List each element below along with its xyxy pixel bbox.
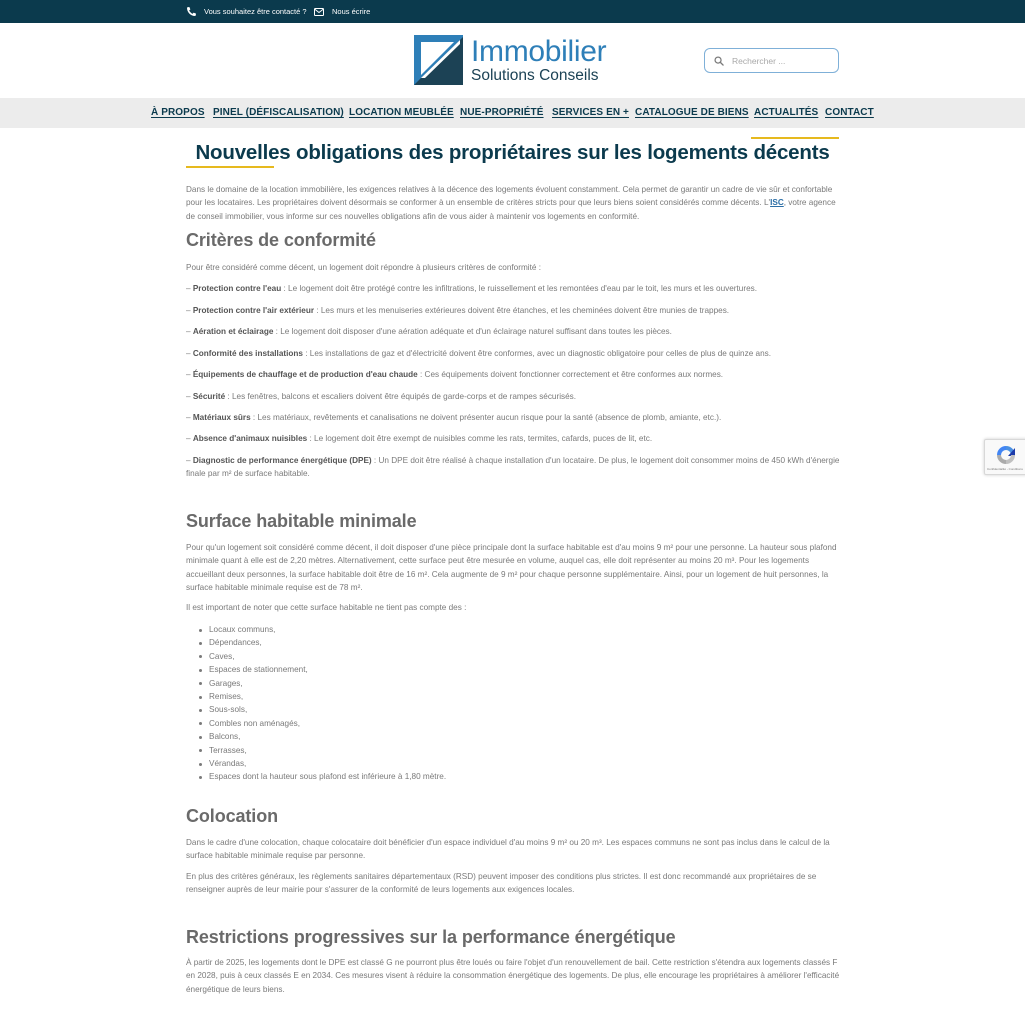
criteria-term: Protection contre l'eau bbox=[192, 284, 282, 293]
colocation-paragraph-1: Dans le cadre d'une colocation, chaque colocataire doit bénéficier d'un espace individuel d'au moins 9 m² ou 20 m³. Les espaces communs ne sont pas inclus dans le calcul de la surface habitable minimale requise par personne. bbox=[186, 838, 830, 861]
criteria-term: Sécurité bbox=[192, 392, 226, 401]
write-us-link[interactable] bbox=[314, 0, 370, 23]
section-heading-surface: Surface habitable minimale bbox=[186, 511, 417, 531]
criteria-item: – Aération et éclairage : Le logement doit disposer d'une aération adéquate et d'un éclairage naturel suffisant dans toutes les pièces. bbox=[186, 327, 672, 336]
page-title: Nouvelles obligations des propriétaires sur les logements décents bbox=[195, 141, 830, 164]
logo-line1: Immobilier bbox=[471, 34, 607, 68]
colocation-paragraph-2: En plus des critères généraux, les règlements sanitaires départementaux (RSD) peuvent imposer des conditions plus strictes. Il est donc recommandé aux propriétaires de se renseigner auprès de leur mairie pour s'assurer de la conformité de leurs logements aux exigences locales. bbox=[186, 872, 817, 895]
accent-line-top-right bbox=[751, 137, 839, 139]
search-box[interactable] bbox=[704, 48, 839, 73]
section-heading-criteres: Critères de conformité bbox=[186, 230, 376, 250]
nav-item-a-propos[interactable]: À PROPOS bbox=[151, 107, 205, 118]
list-item: Garages, bbox=[198, 677, 446, 690]
criteria-term: Équipements de chauffage et de production d'eau chaude bbox=[192, 370, 418, 379]
nav-item-nue-propriete[interactable]: NUE-PROPRIÉTÉ bbox=[460, 107, 544, 118]
intro-text-2: , votre agence de conseil immobilier, vous informe sur ces nouvelles obligations afin de vous aider à maintenir vos logements en conformité. bbox=[186, 198, 836, 221]
criteria-term: Matériaux sûrs bbox=[192, 413, 251, 422]
criteria-text: : Les matériaux, revêtements et canalisations ne doivent présenter aucun risque pour la santé (absence de plomb, amiante, etc.). bbox=[250, 413, 722, 422]
list-item: Vérandas, bbox=[198, 757, 446, 770]
criteria-item: – Conformité des installations : Les installations de gaz et d'électricité doivent être conformes, avec un diagnostic obligatoire pour celles de plus de quinze ans. bbox=[186, 349, 772, 358]
criteria-text: : Le logement doit être exempt de nuisibles comme les rats, termites, cafards, puces de lit, etc. bbox=[307, 434, 653, 443]
recaptcha-badge[interactable] bbox=[984, 439, 1025, 475]
criteria-item: – Protection contre l'air extérieur : Les murs et les menuiseries extérieures doivent être étanches, et les cheminées doivent être munies de trappes. bbox=[186, 306, 730, 315]
nav-item-location-meublee[interactable]: LOCATION MEUBLÉE bbox=[349, 107, 454, 118]
nav-item-contact[interactable]: CONTACT bbox=[825, 107, 874, 118]
criteres-lead: Pour être considéré comme décent, un logement doit répondre à plusieurs critères de conformité : bbox=[186, 263, 541, 272]
list-item: Remises, bbox=[198, 690, 446, 703]
criteria-text: : Le logement doit être protégé contre les infiltrations, le ruissellement et les remontées d'eau par le toit, les murs et les ouvertures. bbox=[281, 284, 758, 293]
list-item: Espaces dont la hauteur sous plafond est inférieure à 1,80 mètre. bbox=[198, 770, 446, 783]
list-item: Terrasses, bbox=[198, 744, 446, 757]
recaptcha-icon bbox=[994, 444, 1018, 466]
criteria-item: – Équipements de chauffage et de production d'eau chaude : Ces équipements doivent fonctionner correctement et être conformes aux normes. bbox=[186, 370, 724, 379]
phone-icon bbox=[186, 7, 196, 17]
list-item: Balcons, bbox=[198, 730, 446, 743]
logo-text bbox=[471, 34, 607, 84]
criteria-item: – Protection contre l'eau : Le logement doit être protégé contre les infiltrations, le ruissellement et les remontées d'eau par le toit, les murs et les ouvertures. bbox=[186, 284, 758, 293]
recaptcha-footer-text[interactable]: Confidentialité - Conditions bbox=[987, 467, 1023, 471]
criteria-item: – Matériaux sûrs : Les matériaux, revêtements et canalisations ne doivent présenter aucun risque pour la santé (absence de plomb, amiante, etc.). bbox=[186, 413, 722, 422]
criteria-text: : Le logement doit disposer d'une aération adéquate et d'un éclairage naturel suffisant dans toutes les pièces. bbox=[273, 327, 672, 336]
criteria-item: – Sécurité : Les fenêtres, balcons et escaliers doivent être équipés de garde-corps et de rampes sécurisés. bbox=[186, 392, 577, 401]
criteria-text: : Les fenêtres, balcons et escaliers doivent être équipés de garde-corps et de rampes sécurisés. bbox=[225, 392, 577, 401]
site-logo[interactable] bbox=[414, 34, 614, 86]
criteria-term: Diagnostic de performance énergétique (DPE) bbox=[192, 456, 372, 465]
list-item: Dépendances, bbox=[198, 636, 446, 649]
contact-request-label: Vous souhaitez être contacté ? bbox=[204, 7, 307, 16]
surface-exclusions-lead: Il est important de noter que cette surface habitable ne tient pas compte des : bbox=[186, 603, 467, 612]
criteria-term: Conformité des installations bbox=[192, 349, 303, 358]
list-item: Locaux communs, bbox=[198, 623, 446, 636]
nav-item-actualites[interactable]: ACTUALITÉS bbox=[754, 107, 819, 118]
surface-paragraph: Pour qu'un logement soit considéré comme décent, il doit disposer d'une pièce principale dont la surface habitable est d'au moins 9 m² pour une personne. La hauteur sous plafond minimale quant à elle est de 2,20 mètres. Alternativement, cette surface peut être mesurée en volume, auquel cas, elle doit représenter au moins 20 m³. Pour les logements accueillant deux personnes, la surface habitable doit être de 16 m². Cela augmente de 9 m² pour chaque personne supplémentaire. Ainsi, pour un logement de huit personnes, la surface habitable minimale requise est de 78 m². bbox=[186, 543, 837, 593]
top-bar bbox=[0, 0, 1025, 23]
criteria-text: : Les installations de gaz et d'électricité doivent être conformes, avec un diagnostic obligatoire pour celles de plus de quinze ans. bbox=[302, 349, 772, 358]
intro-paragraph bbox=[186, 183, 841, 223]
list-item: Sous-sols, bbox=[198, 703, 446, 716]
write-us-label: Nous écrire bbox=[332, 7, 371, 16]
list-item: Espaces de stationnement, bbox=[198, 663, 446, 676]
criteria-text: : Ces équipements doivent fonctionner correctement et être conformes aux normes. bbox=[417, 370, 724, 379]
criteria-term: Aération et éclairage bbox=[192, 327, 274, 336]
accent-line-bottom-left bbox=[186, 166, 274, 168]
criteria-text: : Les murs et les menuiseries extérieures doivent être étanches, et les cheminées doivent être munies de trappes. bbox=[314, 306, 730, 315]
search-icon bbox=[714, 56, 724, 66]
criteria-term: Protection contre l'air extérieur bbox=[192, 306, 315, 315]
logo-line2: Solutions Conseils bbox=[471, 66, 599, 84]
nav-item-pinel[interactable]: PINEL (DÉFISCALISATION) bbox=[213, 107, 344, 118]
contact-request-link[interactable] bbox=[186, 0, 307, 23]
list-item: Caves, bbox=[198, 650, 446, 663]
site-header bbox=[0, 23, 1025, 98]
isc-link[interactable]: ISC bbox=[770, 198, 784, 208]
main-nav bbox=[0, 98, 1025, 128]
section-heading-energie: Restrictions progressives sur la performance énergétique bbox=[186, 927, 676, 947]
energie-paragraph: À partir de 2025, les logements dont le DPE est classé G ne pourront plus être loués ou faire l'objet d'un renouvellement de bail. Cette restriction s'étendra aux logements classés F en 2028, puis à ceux classés E en 2034. Ces mesures visent à réduire la consommation énergétique des logements. De plus, elle encourage les propriétaires à améliorer l'efficacité énergétique de leurs biens. bbox=[186, 958, 840, 994]
intro-text-1: Dans le domaine de la location immobilière, les exigences relatives à la décence des logements évoluent constamment. Cela permet de garantir un cadre de vie sûr et confortable pour les locataires. Les propriétaires doivent désormais se conformer à un ensemble de critères stricts pour que leurs biens soient considérés comme décents. L' bbox=[186, 185, 833, 208]
logo-mark-icon bbox=[414, 35, 463, 85]
nav-item-services[interactable]: SERVICES EN + bbox=[552, 107, 629, 118]
nav-item-catalogue[interactable]: CATALOGUE DE BIENS bbox=[635, 107, 749, 118]
search-input[interactable] bbox=[732, 56, 827, 66]
section-heading-colocation: Colocation bbox=[186, 806, 278, 826]
criteria-term: Absence d'animaux nuisibles bbox=[192, 434, 308, 443]
list-item: Combles non aménagés, bbox=[198, 717, 446, 730]
criteria-item: – Diagnostic de performance énergétique (DPE) : Un DPE doit être réalisé à chaque installation d'un locataire. De plus, le logement doit consommer moins de 450 kWh d'énergie finale par m² de surface habitable. bbox=[186, 456, 840, 479]
criteria-item: – Absence d'animaux nuisibles : Le logement doit être exempt de nuisibles comme les rats, termites, cafards, puces de lit, etc. bbox=[186, 434, 653, 443]
surface-exclusions-list bbox=[198, 623, 446, 784]
criteria-text: : Un DPE doit être réalisé à chaque installation d'un locataire. De plus, le logement doit consommer moins de 450 kWh d'énergie finale par m² de surface habitable. bbox=[186, 456, 840, 479]
envelope-icon bbox=[314, 7, 324, 17]
